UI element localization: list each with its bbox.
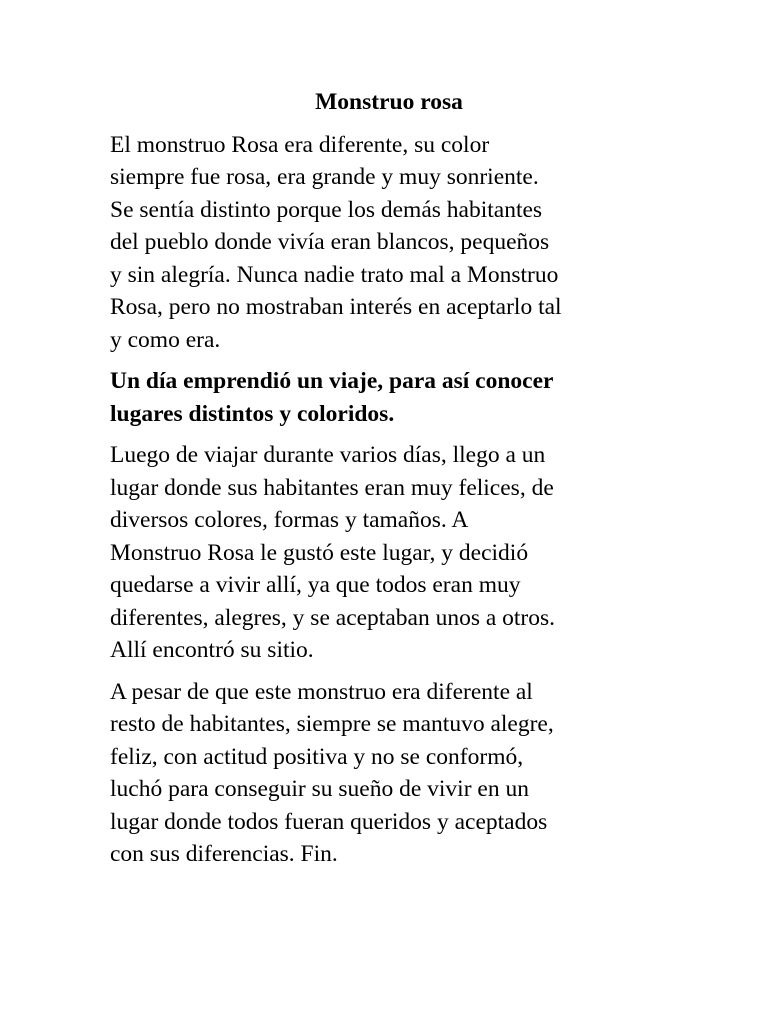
paragraph-journey [110, 365, 662, 430]
paragraph-line: El monstruo Rosa era diferente, su color [110, 131, 490, 158]
paragraph-line: y como era. [110, 326, 221, 353]
paragraph-line: quedarse a vivir allí, ya que todos eran muy [110, 572, 521, 598]
paragraph-line: diversos colores, formas y tamaños. A [110, 507, 469, 533]
paragraph-line: Monstruo Rosa le gustó este lugar, y decidió [110, 539, 529, 566]
paragraph-line: lugar donde sus habitantes eran muy felices, de [110, 474, 554, 501]
paragraph-line: A pesar de que este monstruo era diferente al [110, 678, 533, 705]
paragraph-line: Luego de viajar durante varios días, llego a un [110, 442, 546, 468]
paragraph-line: del pueblo donde vivía eran blancos, pequeños [110, 229, 550, 255]
paragraph-intro [110, 129, 662, 357]
document-body [110, 86, 662, 880]
paragraph-line: resto de habitantes, siempre se mantuvo alegre, [110, 711, 554, 737]
paragraph-line: lugares distintos y coloridos. [110, 400, 395, 427]
paragraph-line: y sin alegría. Nunca nadie trato mal a Monstruo [110, 261, 559, 288]
document-title: Monstruo rosa [315, 89, 463, 115]
paragraph-conclusion [110, 676, 662, 871]
paragraph-line: Un día emprendió un viaje, para así conocer [110, 368, 554, 394]
paragraph-line: Rosa, pero no mostraban interés en aceptarlo tal [110, 294, 562, 320]
paragraph-line: feliz, con actitud positiva y no se conformó, [110, 743, 524, 770]
paragraph-arrival [110, 439, 662, 667]
paragraph-line: siempre fue rosa, era grande y muy sonriente. [110, 164, 539, 190]
paragraph-line: luchó para conseguir su sueño de vivir en un [110, 776, 529, 802]
paragraph-line: con sus diferencias. Fin. [110, 841, 338, 867]
paragraph-line: lugar donde todos fueran queridos y aceptados [110, 808, 548, 835]
paragraph-line: Allí encontró su sitio. [110, 637, 314, 663]
paragraph-line: diferentes, alegres, y se aceptaban unos a otros. [110, 604, 556, 631]
paragraph-line: Se sentía distinto porque los demás habitantes [110, 196, 543, 223]
